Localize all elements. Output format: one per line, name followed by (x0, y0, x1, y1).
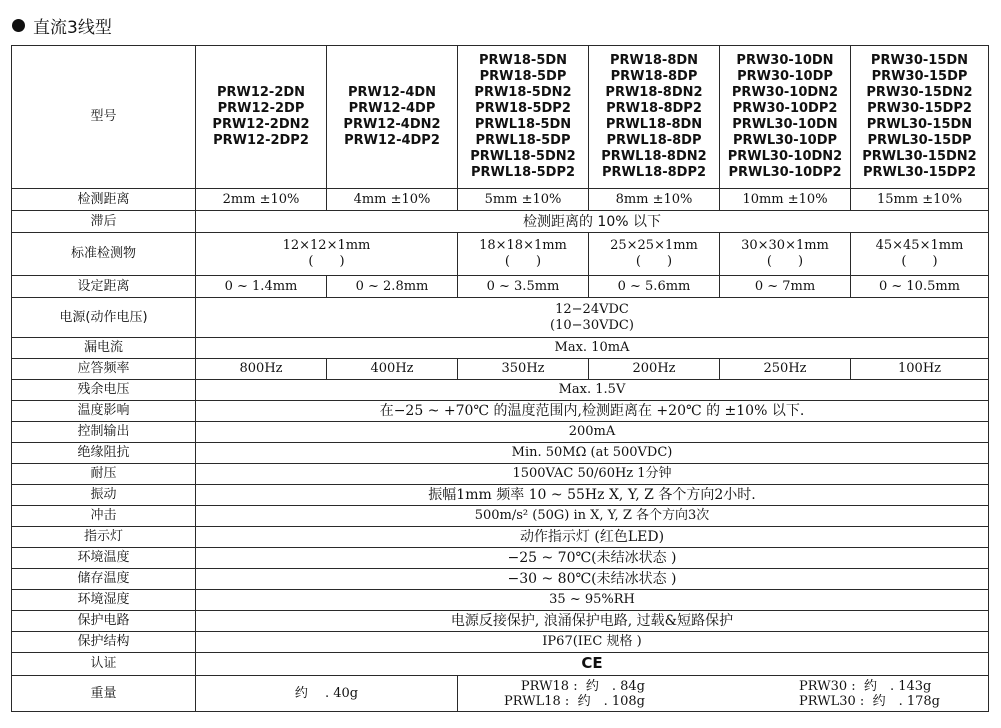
distance-value: 4mm ±10% (327, 189, 458, 211)
distance-value: 15mm ±10% (851, 189, 989, 211)
model-name: PRW30-15DN (870, 53, 969, 68)
model-name: PRW12-2DN2 (212, 117, 310, 132)
row-vibration (12, 485, 989, 506)
label-power: 电源(动作电压) (12, 298, 196, 338)
model-name: PRW12-4DN2 (343, 117, 441, 132)
weight-model-label: PRWL18 : (504, 693, 570, 709)
model-name: PRW18-8DP (610, 69, 698, 84)
weight-value: 约 . 84g (585, 678, 645, 694)
model-name: PRWL30-10DN2 (727, 149, 843, 164)
label-cert: 认证 (12, 653, 196, 676)
model-name: PRW18-8DN (609, 53, 699, 68)
label-frequency: 应答频率 (12, 359, 196, 380)
model-name: PRW18-5DN (478, 53, 568, 68)
model-name: PRW12-2DP2 (213, 133, 309, 148)
row-humidity (12, 590, 989, 611)
label-storage-temp: 储存温度 (12, 569, 196, 590)
model-name: PRWL18-8DP2 (601, 165, 707, 180)
set-distance-value: 0 ~ 2.8mm (327, 276, 458, 298)
model-name: PRWL30-15DP2 (862, 165, 977, 180)
insulation-value: Min. 50MΩ (at 500VDC) (196, 443, 989, 464)
model-name: PRW30-10DN2 (731, 85, 839, 100)
row-temp-effect (12, 401, 989, 422)
row-shock (12, 506, 989, 527)
weight-12: 约 . 40g (196, 676, 458, 712)
row-model (12, 46, 989, 189)
set-distance-value: 0 ~ 3.5mm (458, 276, 589, 298)
ce-mark-text: CE (581, 654, 603, 672)
frequency-value: 200Hz (589, 359, 720, 380)
bullet-icon (12, 19, 25, 32)
model-cell (851, 46, 989, 189)
label-model: 型号 (12, 46, 196, 189)
model-name: PRWL18-5DP (475, 133, 571, 148)
frequency-value: 350Hz (458, 359, 589, 380)
model-name: PRW12-2DN (216, 85, 306, 100)
ce-mark-icon (196, 653, 989, 676)
hysteresis-value: 检测距离的 10% 以下 (196, 211, 989, 233)
model-name: PRWL18-5DN2 (470, 149, 576, 164)
row-structure (12, 632, 989, 653)
spec-table (11, 45, 989, 712)
row-ambient-temp (12, 548, 989, 569)
weight-model-label: PRW18 : (520, 678, 578, 694)
row-storage-temp (12, 569, 989, 590)
frequency-value: 400Hz (327, 359, 458, 380)
distance-value: 5mm ±10% (458, 189, 589, 211)
label-temp-effect: 温度影响 (12, 401, 196, 422)
target-size: 25×25×1mm (610, 238, 698, 253)
row-insulation (12, 443, 989, 464)
distance-value: 10mm ±10% (720, 189, 851, 211)
row-cert (12, 653, 989, 676)
label-indicator: 指示灯 (12, 527, 196, 548)
row-indicator (12, 527, 989, 548)
section-title (12, 13, 112, 37)
model-cell (720, 46, 851, 189)
frequency-value: 250Hz (720, 359, 851, 380)
weight-value: 约 . 108g (577, 693, 645, 709)
model-name: PRW18-5DP (479, 69, 567, 84)
row-leakage (12, 338, 989, 359)
frequency-value: 800Hz (196, 359, 327, 380)
label-ambient-temp: 环境温度 (12, 548, 196, 569)
label-target: 标准检测物 (12, 233, 196, 276)
label-distance: 检测距离 (12, 189, 196, 211)
target-value (589, 233, 720, 276)
model-name: PRW30-15DP2 (867, 101, 972, 116)
model-name: PRWL30-10DP2 (728, 165, 842, 180)
row-distance (12, 189, 989, 211)
label-weight: 重量 (12, 676, 196, 712)
model-name: PRW30-15DP (871, 69, 968, 84)
target-paren: ( ) (504, 254, 542, 269)
row-set-distance (12, 276, 989, 298)
label-withstand: 耐压 (12, 464, 196, 485)
output-value: 200mA (196, 422, 989, 443)
temp-effect-value: 在−25 ~ +70℃ 的温度范围内,检测距离在 +20℃ 的 ±10% 以下. (196, 401, 989, 422)
protection-circuit-value: 电源反接保护, 浪涌保护电路, 过载&短路保护 (196, 611, 989, 632)
model-name: PRW12-4DN (347, 85, 437, 100)
target-size: 12×12×1mm (282, 238, 371, 253)
target-paren: ( ) (635, 254, 673, 269)
label-structure: 保护结构 (12, 632, 196, 653)
residual-value: Max. 1.5V (196, 380, 989, 401)
model-name: PRWL30-10DN (732, 117, 838, 132)
model-name: PRWL18-5DP2 (470, 165, 576, 180)
model-name: PRWL30-10DP (732, 133, 838, 148)
set-distance-value: 0 ~ 1.4mm (196, 276, 327, 298)
model-name: PRWL18-8DP (606, 133, 702, 148)
indicator-value: 动作指示灯 (红色LED) (196, 527, 989, 548)
model-name: PRW30-15DN2 (866, 85, 973, 100)
leakage-value: Max. 10mA (196, 338, 989, 359)
weight-18-30 (458, 676, 989, 712)
target-value (851, 233, 989, 276)
model-name: PRW30-10DP2 (732, 101, 838, 116)
model-name: PRWL30-15DN (866, 117, 973, 132)
model-name: PRW18-5DN2 (474, 85, 572, 100)
row-frequency (12, 359, 989, 380)
model-name: PRW12-2DP (217, 101, 305, 116)
distance-value: 2mm ±10% (196, 189, 327, 211)
label-humidity: 环境湿度 (12, 590, 196, 611)
row-withstand (12, 464, 989, 485)
label-set-distance: 设定距离 (12, 276, 196, 298)
weight-value: 约 . 178g (872, 693, 940, 709)
model-cell (589, 46, 720, 189)
structure-value: IP67(IEC 规格 ) (196, 632, 989, 653)
model-name: PRW30-10DN (736, 53, 834, 68)
weight-30-group (799, 679, 940, 709)
set-distance-value: 0 ~ 10.5mm (851, 276, 989, 298)
frequency-value: 100Hz (851, 359, 989, 380)
row-weight (12, 676, 989, 712)
label-vibration: 振动 (12, 485, 196, 506)
row-protection-circuit (12, 611, 989, 632)
label-hysteresis: 滞后 (12, 211, 196, 233)
row-residual (12, 380, 989, 401)
target-paren: ( ) (766, 254, 804, 269)
row-power (12, 298, 989, 338)
model-name: PRW18-8DN2 (605, 85, 703, 100)
model-name: PRWL18-5DN (474, 117, 572, 132)
model-cell (458, 46, 589, 189)
ambient-temp-value: −25 ~ 70℃(未结冰状态 ) (196, 548, 989, 569)
model-name: PRW30-10DP (737, 69, 833, 84)
section-title-text: 直流3线型 (33, 17, 112, 38)
row-output (12, 422, 989, 443)
target-size: 18×18×1mm (479, 238, 567, 253)
model-name: PRWL30-15DP (867, 133, 972, 148)
power-value (196, 298, 989, 338)
power-range: 12−24VDC (555, 301, 629, 317)
model-name: PRW18-5DP2 (475, 101, 571, 116)
target-value (196, 233, 458, 276)
label-insulation: 绝缘阻抗 (12, 443, 196, 464)
model-cell (196, 46, 327, 189)
label-leakage: 漏电流 (12, 338, 196, 359)
model-name: PRW12-4DP (348, 101, 436, 116)
set-distance-value: 0 ~ 5.6mm (589, 276, 720, 298)
vibration-value: 振幅1mm 频率 10 ~ 55Hz X, Y, Z 各个方向2小时. (196, 485, 989, 506)
target-size: 30×30×1mm (741, 238, 829, 253)
weight-model-label: PRW30 : (799, 678, 856, 694)
model-name: PRWL18-8DN2 (601, 149, 707, 164)
weight-18-group (504, 679, 645, 709)
withstand-value: 1500VAC 50/60Hz 1分钟 (196, 464, 989, 485)
label-output: 控制输出 (12, 422, 196, 443)
shock-value: 500m/s² (50G) in X, Y, Z 各个方向3次 (196, 506, 989, 527)
weight-model-label: PRWL30 : (799, 693, 865, 709)
label-shock: 冲击 (12, 506, 196, 527)
storage-temp-value: −30 ~ 80℃(未结冰状态 ) (196, 569, 989, 590)
humidity-value: 35 ~ 95%RH (196, 590, 989, 611)
label-residual: 残余电压 (12, 380, 196, 401)
weight-value: 约 . 143g (863, 678, 932, 694)
target-paren: ( ) (901, 254, 938, 269)
model-name: PRWL18-8DN (605, 117, 703, 132)
target-value (720, 233, 851, 276)
model-name: PRW18-8DP2 (606, 101, 702, 116)
target-paren: ( ) (308, 254, 345, 269)
distance-value: 8mm ±10% (589, 189, 720, 211)
model-name: PRWL30-15DN2 (862, 149, 977, 164)
model-cell (327, 46, 458, 189)
row-target (12, 233, 989, 276)
set-distance-value: 0 ~ 7mm (720, 276, 851, 298)
target-size: 45×45×1mm (875, 238, 964, 253)
label-protection-circuit: 保护电路 (12, 611, 196, 632)
model-name: PRW12-4DP2 (344, 133, 440, 148)
target-value (458, 233, 589, 276)
power-operating-range: (10−30VDC) (550, 317, 634, 333)
row-hysteresis (12, 211, 989, 233)
